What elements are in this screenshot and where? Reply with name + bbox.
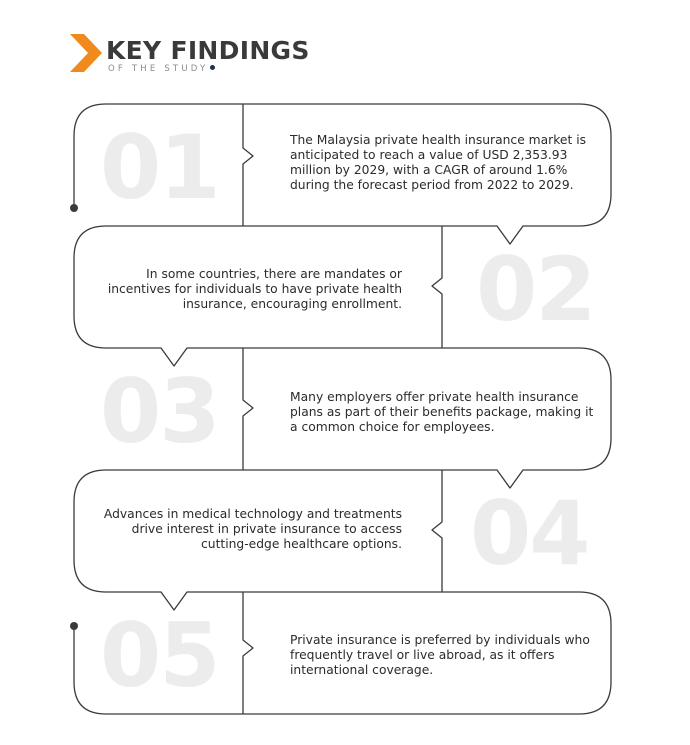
finding-text-3: Many employers offer private health insurance plans as part of their benefits package, making it a common choice for employees. (290, 390, 594, 434)
finding-text-1: The Malaysia private health insurance market is anticipated to reach a value of USD 2,353.93 million by 2029, with a CAGR of around 1.6% during the forecast period from 2022 to 2029. (290, 133, 587, 192)
finding-text-4: Advances in medical technology and treatments drive interest in private insurance to access cutting-edge healthcare options. (103, 507, 402, 551)
finding-number-3: 03 (100, 360, 219, 463)
finding-number-4: 04 (470, 482, 589, 585)
chevron-arrow-icon (70, 34, 102, 72)
finding-text-2: In some countries, there are mandates or incentives for individuals to have private health insurance, encouraging enrollment. (107, 267, 402, 311)
end-dot (70, 622, 78, 630)
divider-4 (432, 470, 442, 592)
subtitle-dot-icon (210, 65, 215, 70)
finding-number-2: 02 (476, 238, 595, 341)
divider-1 (243, 104, 253, 226)
finding-text-5: Private insurance is preferred by individuals who frequently travel or live abroad, as it offers international coverage. (290, 633, 590, 677)
divider-2 (432, 226, 442, 348)
start-dot (70, 204, 78, 212)
divider-3 (243, 348, 253, 470)
page-title: KEY FINDINGS (106, 36, 310, 65)
divider-5 (243, 592, 253, 714)
page-subtitle-text: OF THE STUDY (108, 64, 209, 74)
finding-number-5: 05 (100, 604, 219, 707)
finding-number-1: 01 (100, 116, 219, 219)
page-subtitle (108, 64, 215, 74)
